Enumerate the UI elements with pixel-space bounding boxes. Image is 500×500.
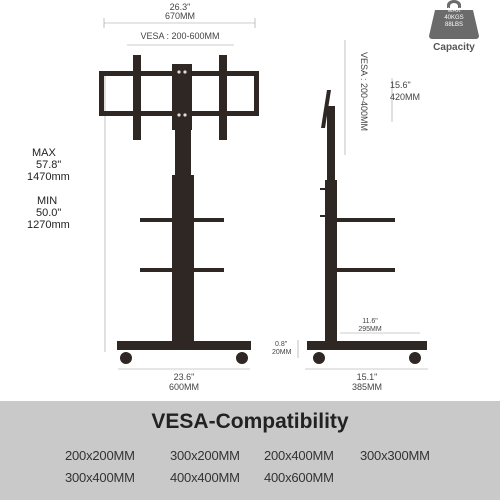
wheel-left [120,352,132,364]
vesa-option: 300x300MM [360,448,430,463]
left-mount-arm [133,55,141,140]
vesa-option: 200x400MM [264,448,334,463]
side-base-bar [307,341,427,350]
side-wheel-right [409,352,421,364]
main-column [172,175,194,345]
wheel-right [236,352,248,364]
side-base-height-mm: 20MM [272,349,292,356]
vesa-option: 400x600MM [264,470,334,485]
front-base-inch: 23.6" [173,372,195,382]
max-height-mm: 1470mm [27,171,70,183]
side-wheel-left [313,352,325,364]
vesa-option: 300x400MM [65,470,135,485]
vesa-option: 300x200MM [170,448,240,463]
capacity-label: Capacity [433,42,475,53]
side-base-inch: 15.1" [356,372,378,382]
upper-shelf [140,218,224,222]
capacity-lbs: 88LBS [444,22,463,28]
front-vesa-range: VESA : 200-600MM [140,31,220,41]
center-plate [172,64,192,130]
side-base-mm: 385MM [351,382,382,392]
lower-shelf [140,268,224,272]
capacity-kg: 40KGS [444,15,464,21]
side-column [325,180,337,345]
capacity-max: MAX [447,8,461,14]
side-base-height-inch: 0.8" [275,341,288,348]
right-mount-arm [219,55,227,140]
max-height-label: MAX [32,147,56,159]
side-shelf-mm: 295MM [358,326,382,333]
min-height-mm: 1270mm [27,219,70,231]
side-lower-shelf [325,268,395,272]
side-depth-inch: 15.6" [390,80,411,90]
front-width-mm: 670MM [164,11,195,21]
side-upper-shelf [325,218,395,222]
front-width-inch: 26.3" [169,2,191,12]
min-height-label: MIN [37,195,58,207]
max-height-inch: 57.8" [36,159,62,171]
vesa-option: 400x400MM [170,470,240,485]
capacity-values [429,8,479,29]
vesa-compat-title: VESA-Compatibility [151,410,349,433]
side-depth-mm: 420MM [390,92,421,102]
front-base-mm: 600MM [168,382,199,392]
front-view [99,55,259,364]
min-height-inch: 50.0" [36,207,62,219]
vesa-option: 200x200MM [65,448,135,463]
base-bar [117,341,251,350]
side-shelf-inch: 11.6" [362,318,378,325]
side-vesa-range: VESA : 200-400MM [359,52,369,132]
